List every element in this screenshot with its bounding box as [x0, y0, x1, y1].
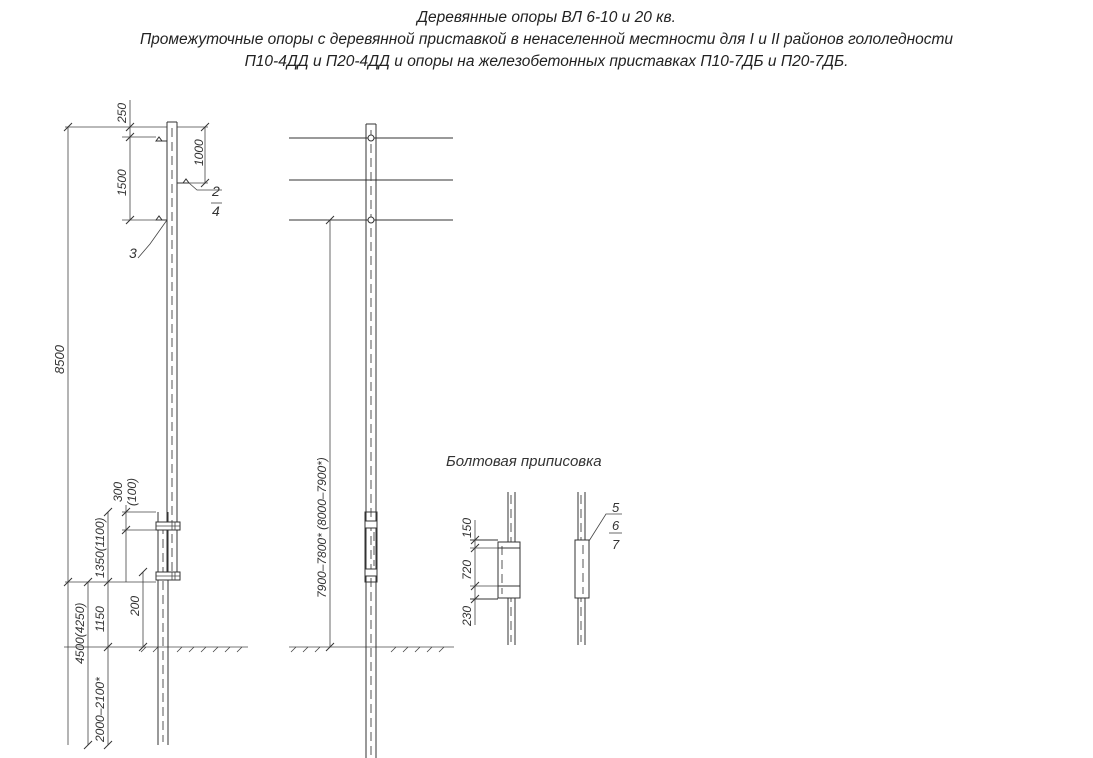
insulator-right	[177, 179, 189, 183]
callout-3: 3	[129, 245, 137, 261]
callout-7: 7	[612, 537, 620, 552]
middle-view	[289, 124, 454, 758]
dim-text-8500: 8500	[52, 345, 67, 374]
dim-text-7900: 7900–7800* (8000–7900*)	[315, 457, 329, 598]
callout-6: 6	[612, 518, 620, 533]
ground-hatch-left	[141, 647, 242, 652]
callout-leader-3	[138, 220, 167, 258]
dim-text-1000: 1000	[192, 139, 206, 166]
detail-caption: Болтовая приписовка	[446, 453, 602, 470]
detail-view-a	[470, 492, 520, 645]
dim-text-4500: 4500(4250)	[73, 602, 87, 664]
drawing-title-line-3: П10-4ДД и П20-4ДД и опоры на железобетонных приставках П10-7ДБ и П20-7ДБ.	[244, 53, 849, 70]
dim-text-2000: 2000–2100*	[93, 677, 107, 742]
bolt-splice-detail	[446, 453, 622, 645]
drawing-title-line-2: Промежуточные опоры с деревянной приставкой в ненаселенной местности для I и II районов гололедности	[139, 31, 954, 48]
callout-5: 5	[612, 500, 620, 515]
dim-text-200: 200	[128, 595, 142, 616]
dim-text-300: 300	[111, 481, 125, 502]
callout-4: 4	[212, 203, 220, 219]
bandage-upper-left	[156, 522, 180, 530]
dim-text-100: (100)	[125, 477, 139, 506]
drawing-title-line-1: Деревянные опоры ВЛ 6-10 и 20 кв.	[417, 9, 676, 26]
ground-hatch-middle	[291, 647, 444, 652]
dim-text-1500: 1500	[115, 169, 129, 196]
pole-middle	[366, 124, 376, 758]
bandage-lower-left	[156, 572, 180, 580]
detail-dim-text-150: 150	[460, 517, 474, 538]
left-view	[52, 100, 248, 749]
insulator-bottom-left	[156, 216, 167, 220]
wooden-pole-left	[167, 122, 177, 578]
insulator-top-left	[156, 137, 167, 141]
splice-zone-middle	[365, 512, 377, 582]
detail-dim-text-720: 720	[460, 559, 474, 580]
detail-dim-text-230: 230	[460, 605, 474, 626]
callout-2: 2	[212, 183, 220, 199]
dim-text-250: 250	[115, 102, 129, 123]
dim-text-1150: 1150	[93, 606, 107, 632]
dim-text-1350: 1350(1100)	[93, 517, 107, 578]
